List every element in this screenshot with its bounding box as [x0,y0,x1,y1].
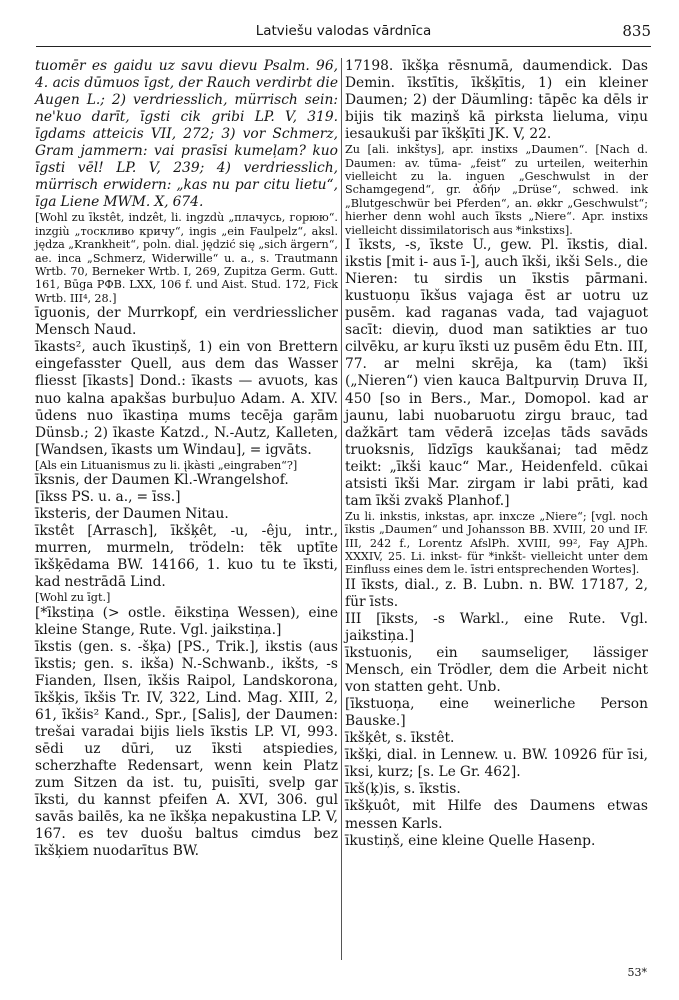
entry-iksnis: īksnis, der Daumen Kl.-Wrangelshof. [35,472,289,489]
column-divider [341,58,342,960]
right-column [345,58,648,850]
entry-ikstuonis: īkstuonis, ein saumseliger, lässiger Mensch, ein Trödler, dem die Arbeit nicht von statten geht. Unb. [345,645,648,696]
etymology-igt: [Wohl zu īkstêt, indzêt, li. ingzdù „плачусь, горюю“. inzgiù „тоскливо кричу“, ingis „ein Faulpelz“, aksl. jędza „Krankheit“, poln. dial. jędzić się „sich ärgern“, ae. inca „Schmerz, Widerwille“ u. a., s. Trautmann Wrtb. 70, Berneker Wrtb. I, 269, Zupitza Germ. Gutt. 161, Būga РФВ. LXX, 106 f. und Aist. Stud. 172, Fick Wrtb. III⁴, 28.] [35,211,338,305]
etymology-ikstis: Zu [ali. inkštys], apr. instixs „Daumen“. [Nach d. Daumen: av. tūma- „feist“ zu urteilen, weiterhin vielleicht zu la. inguen „Geschwulst in der Schamgegend“, gr. ἀδήν „Drüse“, schwed. ink „Blutgeschwür bei Pferden“, an. økkr „Geschwulst“; hierher denn wohl auch īksts „Niere“. Apr. instixs vielleicht dissimilatorisch aus *inkstixs]. [345,143,648,237]
entry-ikskjet: īkšķêt, s. īkstêt. [345,730,455,747]
entry-ikski: īkšķi, dial. in Lennew. u. BW. 10926 für īsi, īksi, kurz; [s. Le Gr. 462]. [345,747,648,781]
running-title: Latviešu valodas vārdnīca [255,23,432,39]
entry-ikskuot: īkšķuôt, mit Hilfe des Daumens etwas messen Karls. [345,798,648,832]
entry-iksteris: īksteris, der Daumen Nitau. [35,506,229,523]
entry-iksts-1: I īksts, -s, īkste U., gew. Pl. īkstis, dial. ikstis [mit i- aus ī-], auch īkši, ikši Sels., die Nieren: tu sirdis un īkstis pārmani. kustuoņu īkšus vajaga ēst ar uotru uz pusēm. kad raganas vada, tad vajaguot sacīt: dieviņ, duod man satikties ar tuo cilvēku, ar kuŗu īksti uz pusēm ēdu Etn. III, 77. ar melni skrēja, ka (tam) īkši („Nieren“) vien kauca Baltpurviņ Druva II, 450 [so in Bers., Mar., Domopol. kad ar jaunu, labi nuobaruotu zirgu brauc, tad dažkārt tam vēderā izceļas tāds savāds truoksnis, līdzīgs kaukšanai; tad mēdz teikt: „īkši kauc“ Mar., Heidenfeld. cūkai atsisti īkši Mar. zirgam ir labi prāti, kad tam īkši zvakš Planhof.] [345,237,648,509]
entry-iksts-2: II īksts, dial., z. B. Lubn. n. BW. 17187, 2, für īsts. [345,576,648,610]
entry-ikstis: īkstis (gen. s. -šķa) [PS., Trik.], ikstis (aus īkstis; gen. s. ikša) N.-Schwanb., ikšts, -s Fianden, Ilsen, īkšis Raipol, Landskorona, īkšķis, īkšis Tr. IV, 322, Lind. Mag. XIII, 2, 61, īkšis² Kand., Spr., [Salis], der Daumen: trešai varadai bijis liels īkstis LP. VI, 993. sēdi uz dūri, uz īksti atspiedies, scherzhafte Redensart, wenn kein Platz zum Sitzen da ist. tu, puisīti, svelp gar īksti, du kannst pfeifen A. XVI, 306. gul savās bailēs, ka ne īkšķa nepakustina LP. V, 167. es tev duošu baltus cimdus bez īkšķiem nuodarītus BW. [35,638,338,860]
entry-ikustins: īkustiņš, eine kleine Quelle Hasenp. [345,832,596,849]
entry-ikstet: īkstêt [Arrasch], īkšķêt, -u, -êju, intr., murren, murmeln, trödeln: tēk uptīte īkšķēdama BW. 14166, 1. kuo tu te īksti, kad nestrādā Lind. [35,523,338,591]
entry-ikstis-continued: 17198. īkšķa rēsnumā, daumendick. Das Demin. īkstītis, īkšķītis, 1) ein kleiner Daumen; 2) der Däumling: tāpēc ka dēls ir bijis tik maziņš kā pirksta lieluma, viņu iesaukuši par īkšķīti JK. V, 22. [345,58,648,143]
entry-iksts-3: III [īksts, -s Warkl., eine Rute. Vgl. jaikstiņa.] [345,610,648,644]
entry-ikskis: īkš(ķ)is, s. īkstis. [345,781,461,798]
page-number: 835 [622,22,651,40]
entry-igt-continued: tuomēr es gaidu uz savu dievu Psalm. 96, 4. acis dūmuos īgst, der Rauch verdirbt die Augen L.; 2) verdriesslich, mürrisch sein: ne'kuo darīt, īgsti cik gribi LP. V, 319. īgdams atteicis VII, 272; 3) vor Schmerz, Gram jammern: vai prasīsi kumeļam? kuo īgsti vēl! LP. V, 239; 4) verdriesslich, mürrisch erwidern: „kas nu par citu lietu“, īga Liene MWM. X, 674. [35,58,338,211]
entry-ikasts: īkasts², auch īkustiņš, 1) ein von Brettern eingefasster Quell, aus dem das Wasser fliesst [īkasts] Dond.: īkasts — avuots, kas nuo kalna apakšas burbuļuo Adam. A. XIV. ūdens nuo īkastiņa mums tecēja gaŗām Dünsb.; 2) īkaste Katzd., N.-Autz, Kalleten, [Wandsen, īkasts um Windau], = igvāts. [35,339,338,458]
left-column [35,58,338,861]
page-header [36,18,651,47]
etymology-ikasts: [Als ein Lituanismus zu li. įkàsti „eingraben“?] [35,458,298,472]
entry-ikstina: [*īkstiņa (> ostle. ēikstiņa Wessen), eine kleine Stange, Rute. Vgl. jaikstiņa.] [35,604,338,638]
entry-ikstuona: [īkstuoņa, eine weinerliche Person Bauske.] [345,696,648,730]
printer-signature: 53* [627,966,647,979]
etymology-iksts-1: Zu li. inkstis, inkstas, apr. inxcze „Niere“; [vgl. noch īkstis „Daumen“ und Johansson BB. XVIII, 20 und IF. III, 242 f., Lorentz AfslPh. XVIII, 99², Fay AJPh. XXXIV, 25. Li. inkst- für *inkšt- vielleicht unter dem Einfluss eines dem le. īstri entsprechenden Wortes]. [345,509,648,577]
entry-ikss: [īkss PS. u. a., = īss.] [35,489,181,506]
etymology-ikstet: [Wohl zu īgt.] [35,591,111,605]
entry-iguonis: īguonis, der Murrkopf, ein verdriesslicher Mensch Naud. [35,305,338,339]
